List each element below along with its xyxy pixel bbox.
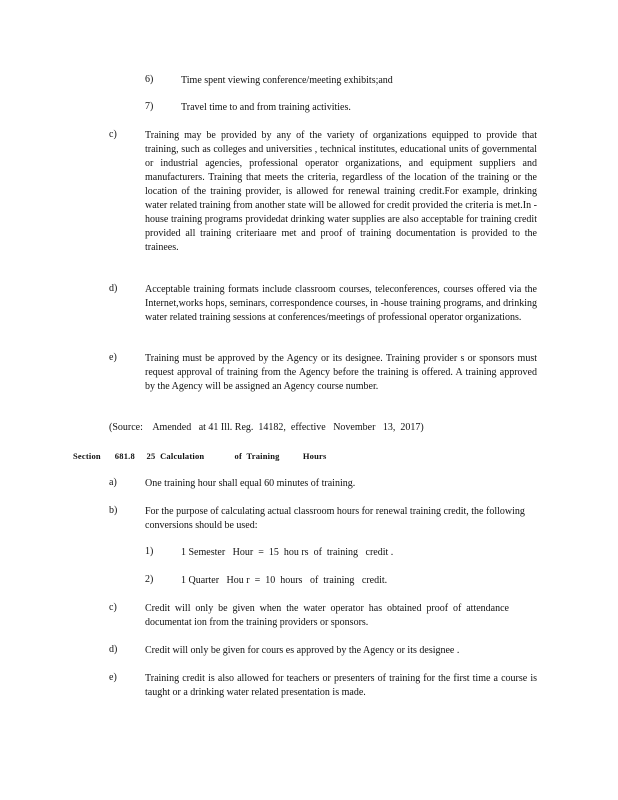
paragraph-label: b) xyxy=(109,505,118,516)
paragraph-text: Training credit is also allowed for teachers or presenters of training for the first time a course is taught or a drinking water related presentation is made. xyxy=(145,673,537,698)
paragraph-d-bottom xyxy=(109,644,537,658)
paragraph-label: c) xyxy=(109,129,117,140)
paragraph-label: a) xyxy=(109,477,117,488)
list-item xyxy=(145,101,465,115)
paragraph-text: Acceptable training formats include classroom courses, teleconferences, courses offered via the Internet,works hops, seminars, correspondence courses, in -house training programs, and drinking water related training sessions at conferences/meetings of professional operator organizations. xyxy=(145,284,537,323)
list-item xyxy=(145,74,465,88)
paragraph-text: One training hour shall equal 60 minutes of training. xyxy=(145,478,356,489)
paragraph-text: Training may be provided by any of the variety of organizations equipped to provide that training, such as colleges and universities , technical institutes, educational units of governmental or industrial agencies, professional operator organizations, and equipment suppliers and manufacturers. Training that meets the criteria, regardless of the location of the training or the location of the training provider, is allowed for renewal training credit.For example, drinking water related training from another state will be allowed for credit provided the criteria is met.In -house training programs providedat drinking water supplies are also acceptable for training credit provided all training criteriaare met and proof of training documentation is provided to the trainees. xyxy=(145,130,537,253)
paragraph-label: d) xyxy=(109,283,118,294)
paragraph-c-bottom xyxy=(109,602,509,630)
list-number: 1) xyxy=(145,546,154,557)
section-heading: Section 681.8 25 Calculation of Training Hours xyxy=(73,451,327,461)
list-text: 1 Semester Hour = 15 hou rs of training credit . xyxy=(181,547,394,558)
paragraph-text: Credit will only be given for cours es approved by the Agency or its designee . xyxy=(145,645,460,656)
list-number: 7) xyxy=(145,101,154,112)
conversion-item xyxy=(145,574,465,588)
paragraph-d xyxy=(109,283,537,325)
source-note: (Source: Amended at 41 Ill. Reg. 14182, effective November 13, 2017) xyxy=(109,422,424,433)
paragraph-text: For the purpose of calculating actual classroom hours for renewal training credit, the following conversions should be used: xyxy=(145,506,525,531)
paragraph-e xyxy=(109,352,537,394)
paragraph-text: Credit will only be given when the water operator has obtained proof of attendance documentat ion from the training providers or sponsors. xyxy=(145,603,509,628)
list-number: 6) xyxy=(145,74,154,85)
paragraph-label: c) xyxy=(109,602,117,613)
paragraph-a xyxy=(109,477,537,491)
paragraph-label: d) xyxy=(109,644,118,655)
list-text: 1 Quarter Hou r = 10 hours of training credit. xyxy=(181,575,388,586)
paragraph-text: Training must be approved by the Agency or its designee. Training provider s or sponsors must request approval of training from the Agency before the training is offered. A training approved by the Agency will be assigned an Agency course number. xyxy=(145,353,537,392)
paragraph-label: e) xyxy=(109,352,117,363)
conversion-item xyxy=(145,546,465,560)
list-text: Time spent viewing conference/meeting exhibits;and xyxy=(181,75,393,86)
paragraph-e-bottom xyxy=(109,672,537,700)
list-number: 2) xyxy=(145,574,154,585)
list-text: Travel time to and from training activities. xyxy=(181,102,351,113)
paragraph-label: e) xyxy=(109,672,117,683)
paragraph-b xyxy=(109,505,537,533)
paragraph-c xyxy=(109,129,537,255)
